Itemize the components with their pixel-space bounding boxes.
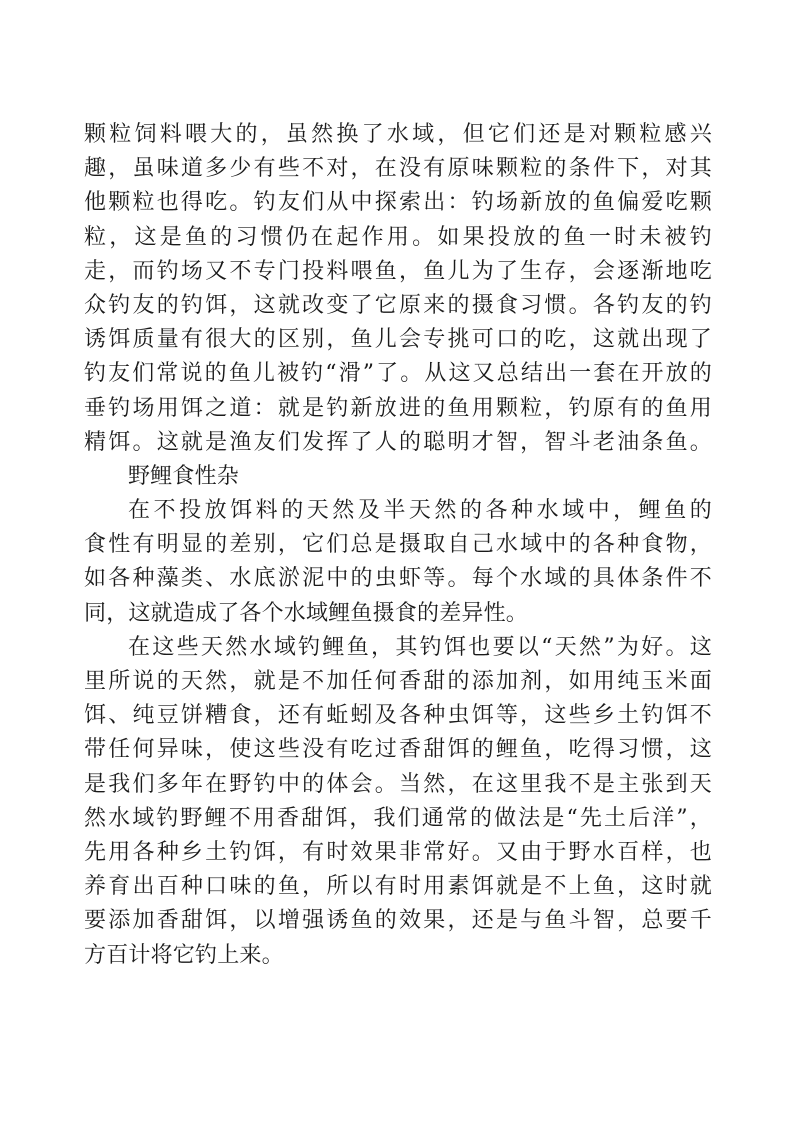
text-line: 里所说的天然，就是不加任何香甜的添加剂，如用纯玉米面 bbox=[84, 669, 712, 694]
text-line: 是我们多年在野钓中的体会。当然，在这里我不是主张到天 bbox=[84, 771, 712, 797]
text-line: 众钓友的钓饵，这就改变了它原来的摄食习惯。各钓友的钓 bbox=[84, 292, 712, 318]
text-line: 养育出百种口味的鱼，所以有时用素饵就是不上鱼，这时就 bbox=[84, 874, 712, 900]
text-line: 食性有明显的差别，它们总是摄取自己水域中的各种食物， bbox=[84, 532, 712, 558]
text-line: 带任何异味，使这些没有吃过香甜饵的鲤鱼，吃得习惯，这 bbox=[84, 737, 712, 763]
text-line: 方百计将它钓上来。 bbox=[84, 942, 284, 968]
text-line: 精饵。这就是渔友们发挥了人的聪明才智，智斗老油条鱼。 bbox=[84, 429, 712, 455]
text-line: 粒，这是鱼的习惯仍在起作用。如果投放的鱼一时未被钓 bbox=[84, 224, 712, 250]
text-line: 走，而钓场又不专门投料喂鱼，鱼儿为了生存，会逐渐地吃 bbox=[84, 258, 712, 284]
text-line: 钓友们常说的鱼儿被钓“滑”了。从这又总结出一套在开放的 bbox=[84, 361, 712, 387]
text-line: 要添加香甜饵，以增强诱鱼的效果，还是与鱼斗智，总要千 bbox=[84, 908, 712, 934]
document-page bbox=[84, 118, 712, 973]
text-line: 颗粒饲料喂大的，虽然换了水域，但它们还是对颗粒感兴 bbox=[84, 122, 712, 147]
text-line: 在这些天然水域钓鲤鱼，其钓饵也要以“天然”为好。这 bbox=[128, 634, 712, 660]
text-line: 趣，虽味道多少有些不对，在没有原味颗粒的条件下，对其 bbox=[84, 156, 712, 182]
text-line: 然水域钓野鲤不用香甜饵，我们通常的做法是“先土后洋”， bbox=[84, 805, 712, 831]
text-line: 诱饵质量有很大的区别，鱼儿会专挑可口的吃，这就出现了 bbox=[84, 327, 712, 353]
text-line: 饵、纯豆饼糟食，还有蚯蚓及各种虫饵等，这些乡土钓饵不 bbox=[84, 703, 712, 729]
section-heading: 野鲤食性杂 bbox=[128, 463, 240, 489]
text-line: 同，这就造成了各个水域鲤鱼摄食的差异性。 bbox=[84, 600, 529, 626]
text-line: 他颗粒也得吃。钓友们从中探索出：钓场新放的鱼偏爱吃颗 bbox=[84, 190, 712, 216]
text-line: 在不投放饵料的天然及半天然的各种水域中，鲤鱼的 bbox=[128, 498, 712, 524]
text-line: 先用各种乡土钓饵，有时效果非常好。又由于野水百样，也 bbox=[84, 839, 712, 865]
text-line: 如各种藻类、水底淤泥中的虫虾等。每个水域的具体条件不 bbox=[84, 566, 712, 592]
text-line: 垂钓场用饵之道：就是钓新放进的鱼用颗粒，钓原有的鱼用 bbox=[84, 395, 712, 421]
